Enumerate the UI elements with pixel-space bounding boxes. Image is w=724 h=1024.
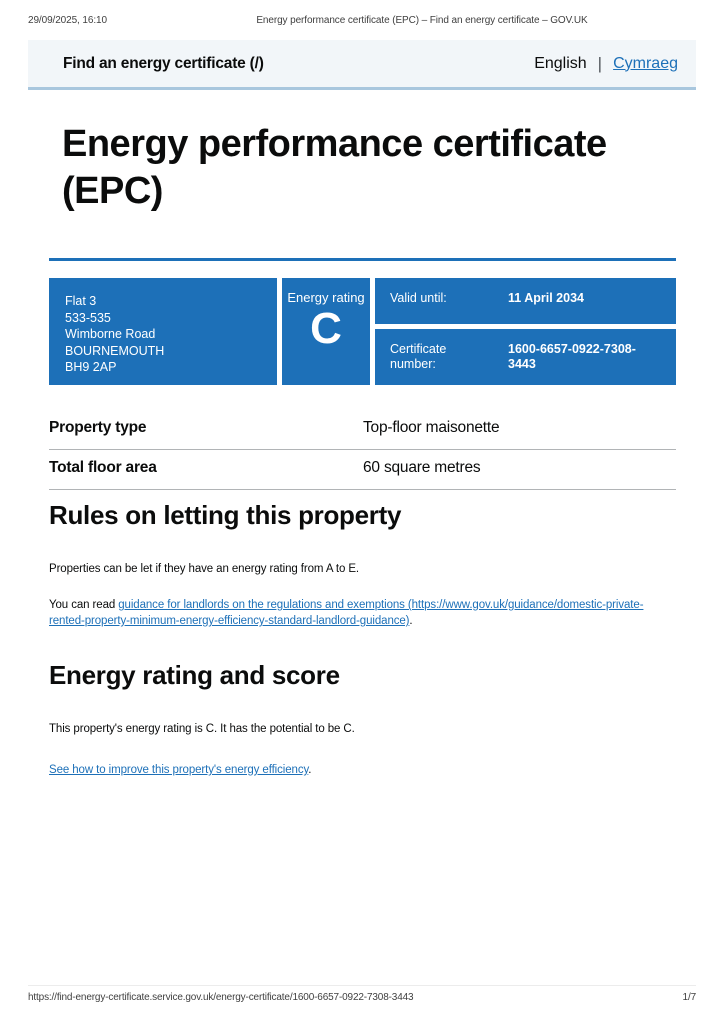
valid-until-label: Valid until: xyxy=(390,291,447,305)
language-link-cymraeg[interactable]: Cymraeg xyxy=(613,54,678,72)
address-line: Flat 3 xyxy=(65,294,97,308)
property-type-value: Top-floor maisonette xyxy=(363,419,500,436)
rules-paragraph: Properties can be let if they have an energy rating from A to E. xyxy=(49,563,360,575)
print-footer-page-number: 1/7 xyxy=(682,992,696,1003)
table-row xyxy=(49,410,676,450)
print-document-title: Energy performance certificate (EPC) – Find an energy certificate – GOV.UK xyxy=(256,15,588,26)
property-address xyxy=(49,278,277,385)
property-type-label: Property type xyxy=(49,419,147,436)
certificate-number-value: 1600-6657-0922-7308-3443 xyxy=(508,342,636,371)
address-line: 533-535 xyxy=(65,310,111,325)
rating-section-heading: Energy rating and score xyxy=(49,660,340,690)
address-line: BOURNEMOUTH xyxy=(65,343,165,358)
certificate-number-row xyxy=(375,329,676,385)
rating-summary-paragraph: This property's energy rating is C. It has the potential to be C. xyxy=(49,723,355,735)
footer-divider xyxy=(28,985,696,986)
address-line: Wimborne Road xyxy=(65,327,156,341)
valid-until-row xyxy=(375,278,676,324)
language-current: English xyxy=(534,54,587,72)
address-line: BH9 2AP xyxy=(65,360,117,374)
language-switcher xyxy=(534,54,678,74)
improve-efficiency-paragraph xyxy=(49,762,311,778)
rules-section-heading: Rules on letting this property xyxy=(49,500,402,530)
print-datetime: 29/09/2025, 16:10 xyxy=(28,15,107,26)
total-floor-area-label: Total floor area xyxy=(49,459,157,476)
property-details-table xyxy=(49,410,676,490)
landlord-guidance-link[interactable]: guidance for landlords on the regulations and exemptions (https://www.gov.uk/guidance/domestic-private- rented-property-minimum-energy-efficiency-standard-landlord-guidance) xyxy=(49,599,644,627)
print-footer-url: https://find-energy-certificate.service.gov.uk/energy-certificate/1600-6657-0922-7308-3443 xyxy=(28,992,414,1003)
service-name-link[interactable]: Find an energy certificate (/) xyxy=(63,54,264,72)
certificate-summary-box xyxy=(49,278,676,385)
guidance-text-prefix: You can read xyxy=(49,599,119,611)
energy-rating-panel xyxy=(282,278,370,385)
page-title: Energy performance certificate (EPC) xyxy=(62,123,607,212)
title-divider xyxy=(49,258,676,261)
energy-rating-value: C xyxy=(310,304,342,353)
certificate-validity-panel xyxy=(375,278,676,385)
service-header xyxy=(28,40,696,90)
valid-until-value: 11 April 2034 xyxy=(508,291,584,305)
guidance-text-suffix: . xyxy=(409,615,413,627)
total-floor-area-value: 60 square metres xyxy=(363,459,481,476)
print-header xyxy=(28,15,696,29)
improve-link-suffix: . xyxy=(308,764,312,776)
improve-efficiency-link[interactable]: See how to improve this property's energy efficiency xyxy=(49,764,309,776)
guidance-paragraph xyxy=(49,597,643,629)
energy-rating-label: Energy rating xyxy=(287,290,365,305)
language-separator: | xyxy=(597,53,603,73)
print-footer xyxy=(28,992,696,1003)
certificate-number-label: Certificate number: xyxy=(390,342,447,371)
table-row xyxy=(49,450,676,490)
